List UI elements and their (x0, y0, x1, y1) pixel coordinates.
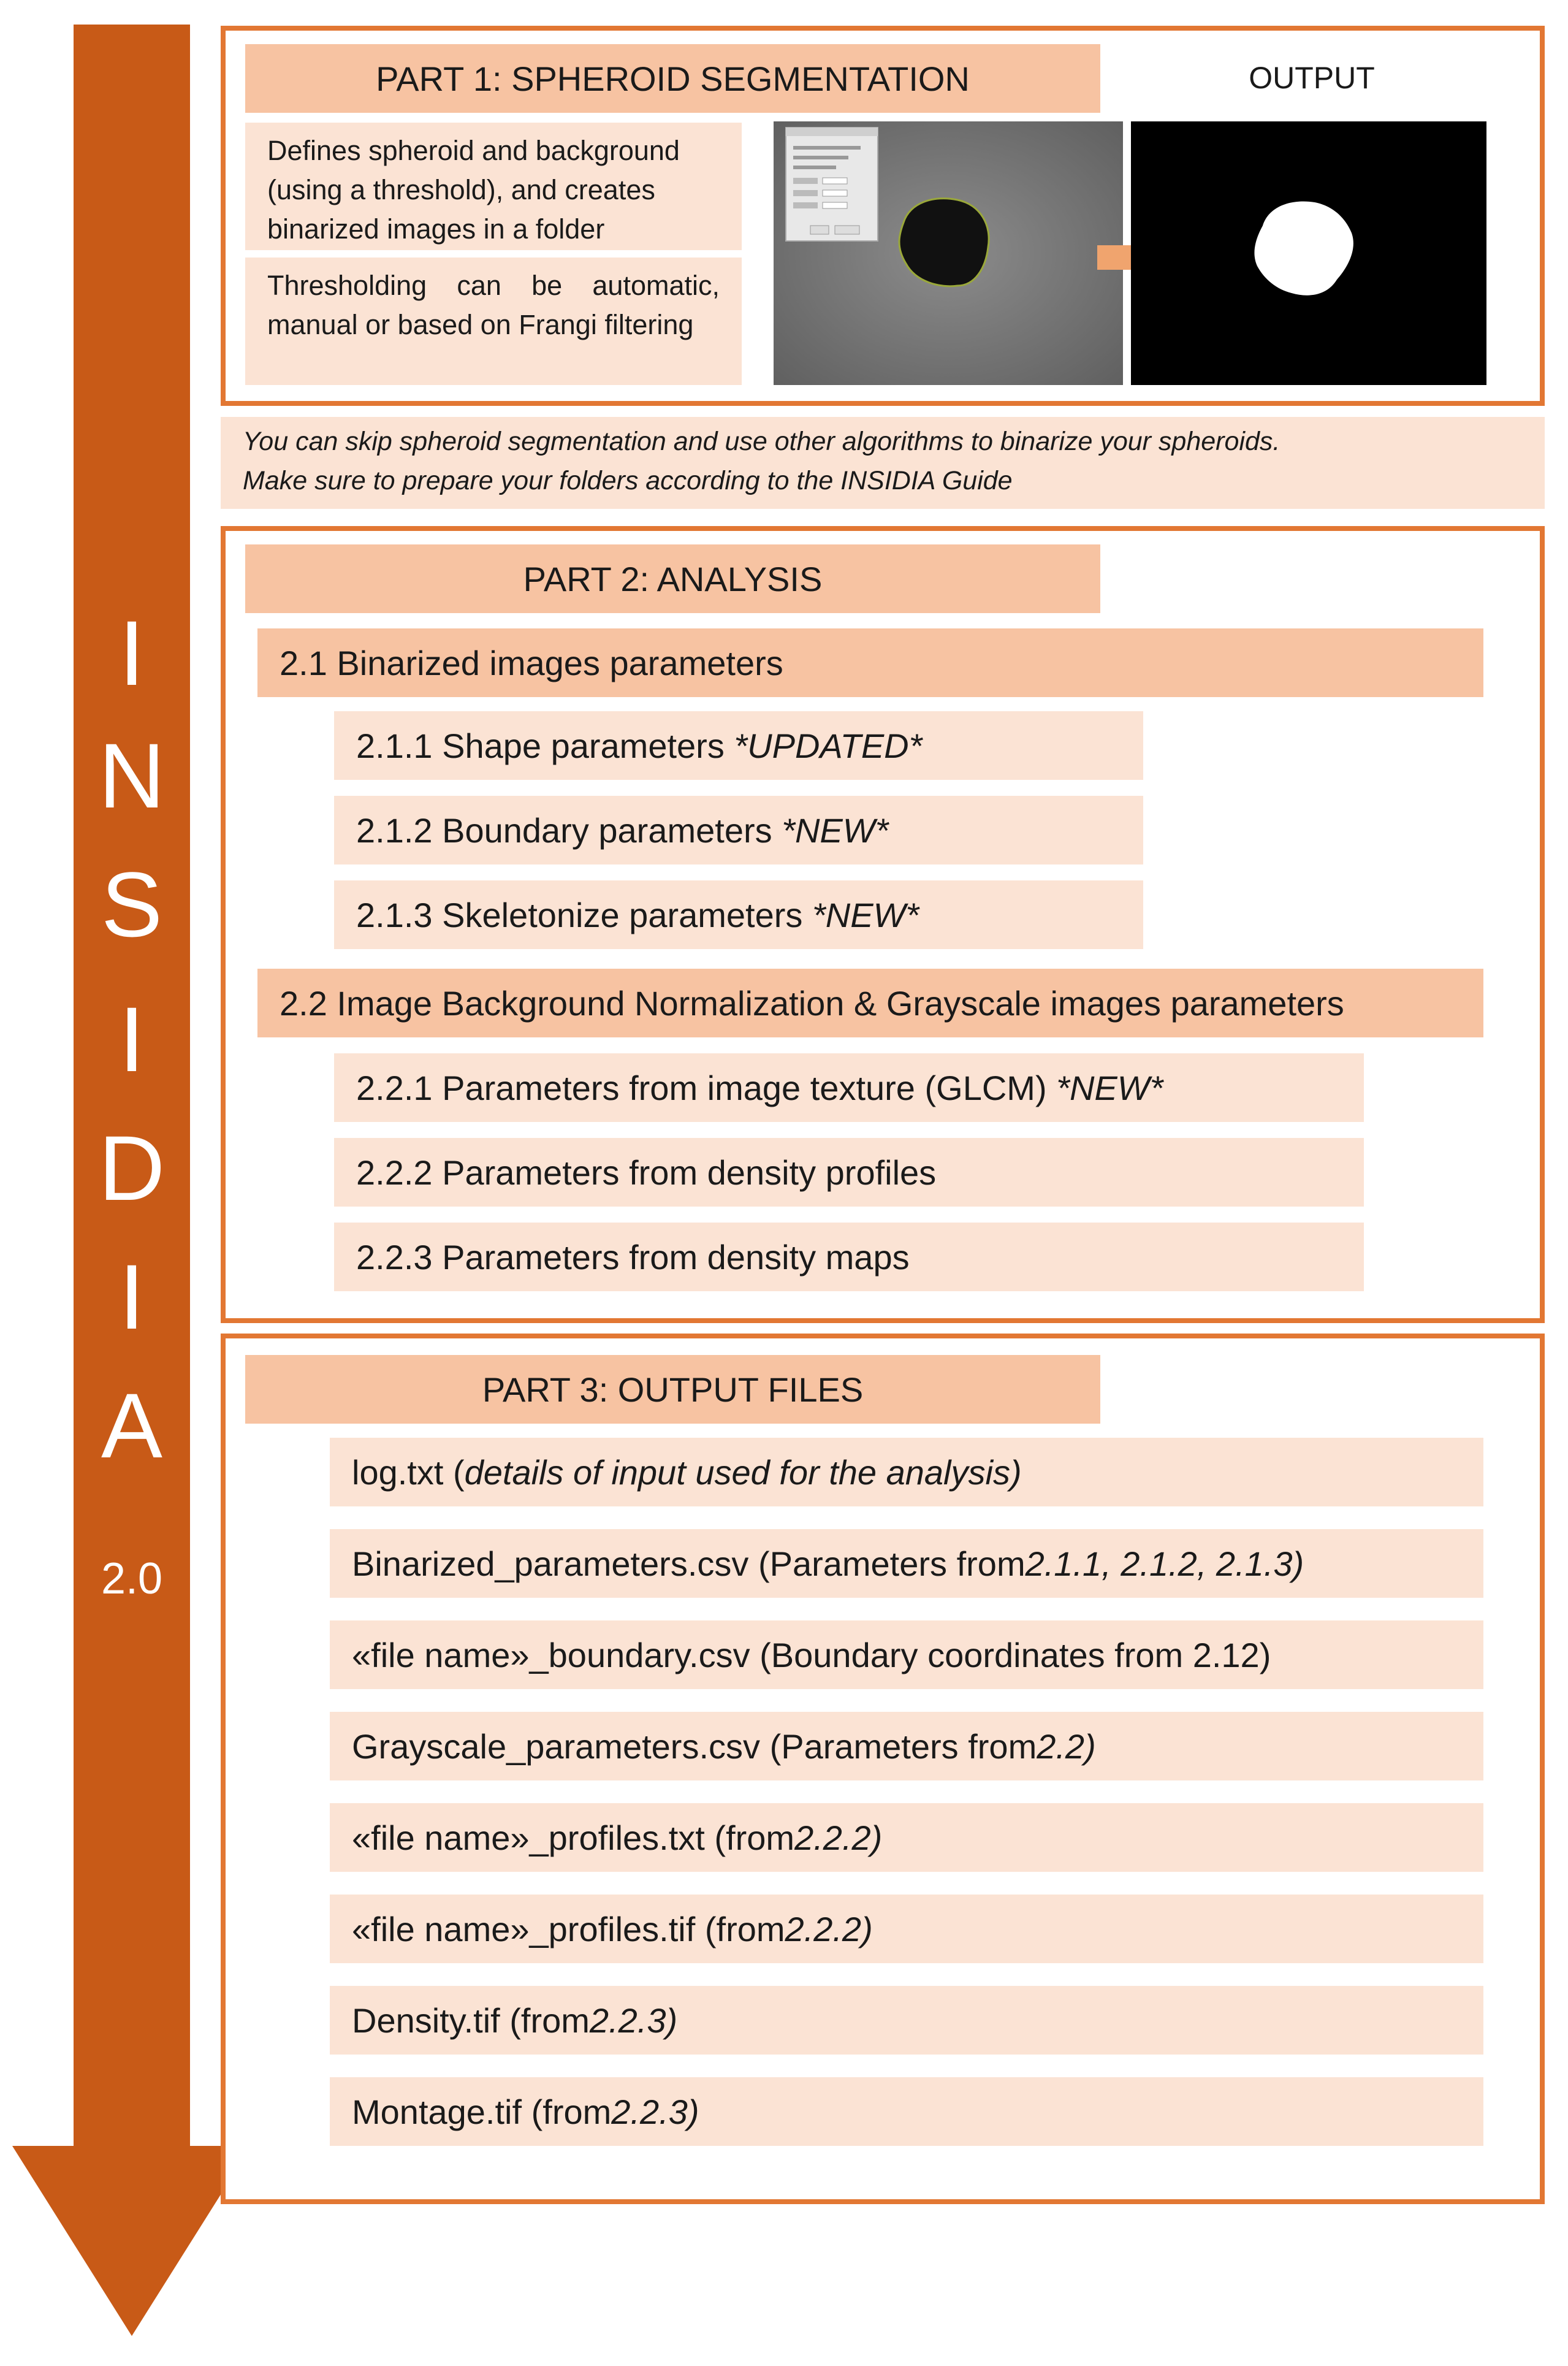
part3-title: PART 3: OUTPUT FILES (245, 1355, 1100, 1424)
item-label: 2.2.3 Parameters from density maps (356, 1237, 910, 1276)
part1-threshold-note: Thresholding can be automatic, manual or based on Frangi filtering (245, 258, 742, 385)
item-label: 2.1.2 Boundary parameters (356, 811, 772, 850)
item-label: 2.2.2 Parameters from density profiles (356, 1153, 937, 1192)
note-line-2: Make sure to prepare your folders according to the INSIDIA Guide (243, 466, 1013, 495)
arrow-letter: N (98, 724, 166, 827)
output-label: OUTPUT (1249, 61, 1375, 95)
note-line-1: You can skip spheroid segmentation and use other algorithms to binarize your spheroids. (243, 427, 1281, 456)
file-name: Density.tif (from (352, 2001, 590, 2040)
file-name: «file name»_boundary.csv (Boundary coordinates from 2.12) (352, 1635, 1271, 1674)
item-density-profiles (334, 1138, 1364, 1207)
item-label: 2.1.3 Skeletonize parameters (356, 895, 803, 934)
item-tag: *NEW* (782, 811, 889, 850)
output-file-profiles-txt (330, 1803, 1483, 1872)
section-binarized-parameters: 2.1 Binarized images parameters (257, 628, 1483, 697)
file-detail: 2.2) (1037, 1727, 1096, 1766)
file-detail: 2.2.2) (794, 1818, 883, 1857)
skip-segmentation-note (221, 417, 1545, 509)
output-file-density (330, 1986, 1483, 2055)
binarized-output-image (1131, 121, 1486, 385)
section-grayscale-parameters: 2.2 Image Background Normalization & Grayscale images parameters (257, 969, 1483, 1037)
part1-description: Defines spheroid and background (using a threshold), and creates binarized images in a folder (245, 123, 742, 250)
item-label: 2.2.1 Parameters from image texture (GLCM) (356, 1068, 1047, 1107)
arrow-letter: D (98, 1116, 166, 1219)
output-file-binarized-parameters (330, 1529, 1483, 1598)
arrow-version: 2.0 (101, 1554, 163, 1603)
arrow-letter: I (119, 1245, 145, 1348)
output-file-log (330, 1438, 1483, 1506)
output-file-profiles-tif (330, 1895, 1483, 1963)
file-name: Grayscale_parameters.csv (Parameters from (352, 1727, 1037, 1766)
file-name: Montage.tif (from (352, 2092, 612, 2131)
item-shape-parameters (334, 711, 1143, 780)
file-detail: 2.2.3) (611, 2092, 699, 2131)
file-name: «file name»_profiles.tif (from (352, 1909, 785, 1948)
item-label: 2.1.1 Shape parameters (356, 726, 725, 765)
file-detail: 2.2.2) (785, 1909, 873, 1948)
arrow-letter: S (101, 853, 163, 956)
part2-title: PART 2: ANALYSIS (245, 544, 1100, 613)
item-tag: *NEW* (812, 895, 919, 934)
part1-title: PART 1: SPHEROID SEGMENTATION (245, 44, 1100, 113)
file-detail: details of input used for the analysis) (464, 1452, 1022, 1492)
item-tag: *NEW* (1056, 1068, 1163, 1107)
arrow-letter: A (101, 1374, 163, 1477)
item-tag: *UPDATED* (734, 726, 923, 765)
file-detail: 2.1.1, 2.1.2, 2.1.3) (1025, 1544, 1304, 1583)
spheroid-shape (899, 199, 989, 286)
file-name: «file name»_profiles.txt (from (352, 1818, 795, 1857)
output-file-montage (330, 2077, 1483, 2146)
file-name: Binarized_parameters.csv (Parameters from (352, 1544, 1026, 1583)
item-density-maps (334, 1223, 1364, 1291)
item-glcm-parameters (334, 1053, 1364, 1122)
item-boundary-parameters (334, 796, 1143, 864)
file-name: log.txt ( (352, 1452, 465, 1492)
arrow-letter: I (119, 988, 145, 1091)
spheroid-microscopy-image (774, 121, 1123, 385)
arrow-letter: I (119, 601, 145, 704)
file-detail: 2.2.3) (589, 2001, 678, 2040)
output-file-boundary (330, 1620, 1483, 1689)
output-file-grayscale-parameters (330, 1712, 1483, 1780)
item-skeletonize-parameters (334, 880, 1143, 949)
